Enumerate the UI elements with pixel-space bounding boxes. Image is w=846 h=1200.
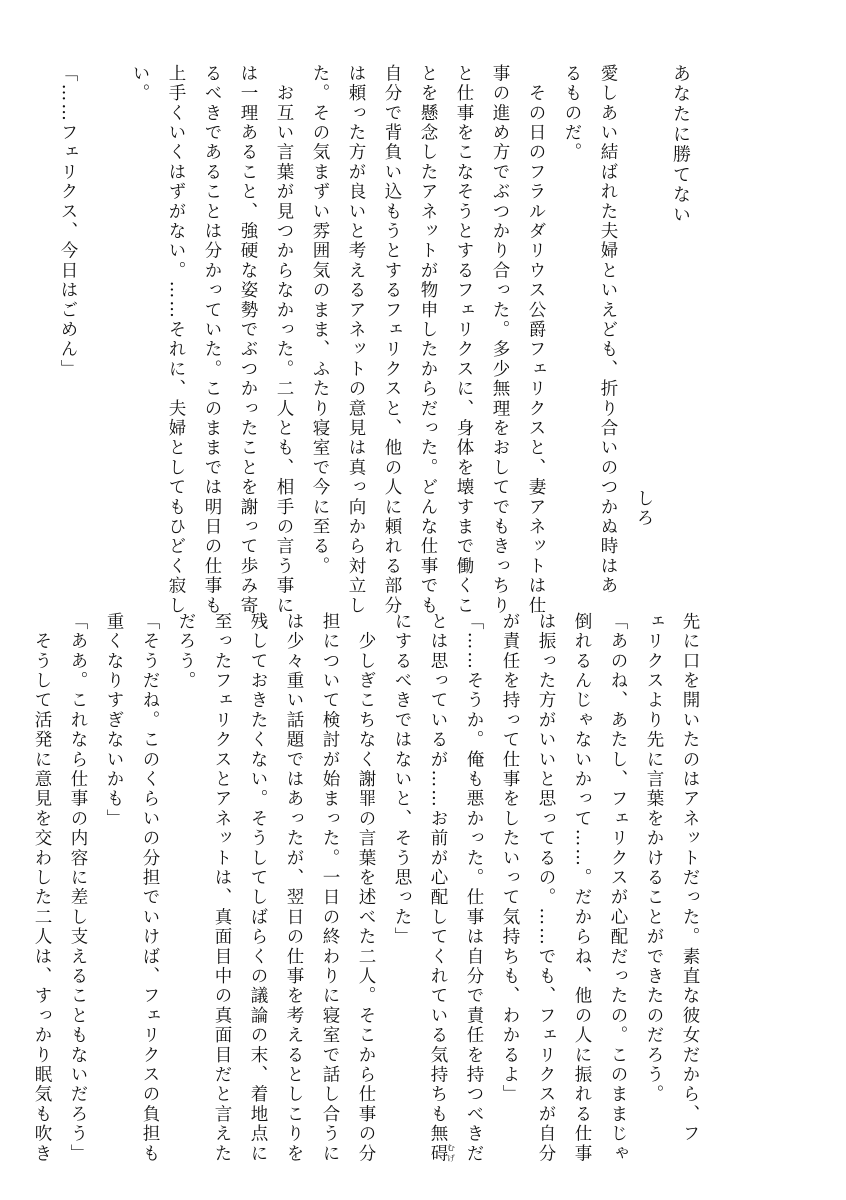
text-column: お互い言葉が見つからなかった。二人とも、相手の言う事に <box>274 64 294 616</box>
text-column: 「……そうか。俺も悪かった。仕事は自分で責任を持つべきだ <box>464 612 484 1164</box>
text-column: 「……フェリクス、今日はごめん」 <box>58 64 78 380</box>
ruby-base: 碍 <box>428 1143 448 1164</box>
text-column: と仕事をこなそうとするフェリクスに、身体を壊すまで働くこ <box>454 64 474 616</box>
ruby-reading-prev: む <box>446 1143 456 1154</box>
text-column: は一理あること、強硬な姿勢でぶつかったことを謝って歩み寄 <box>238 64 258 616</box>
ruby-reading <box>447 1144 456 1164</box>
text-column: 先に口を開いたのはアネットだった。素直な彼女だから、フ <box>680 612 700 1144</box>
text-column: 残しておきたくない。そうしてしばらくの議論の末、着地点に <box>248 612 268 1164</box>
text-column: ェリクスより先に言葉をかけることができたのだろう。 <box>644 612 664 1105</box>
text-column: 倒れるんじゃないかって……。だからね、他の人に振れる仕事 <box>572 612 592 1164</box>
text-column: 至ったフェリクスとアネットは、真面目中の真面目だと言えた <box>212 612 232 1164</box>
text-fragment: とは思っているが……お前が心配してくれている気持ちも無 <box>428 612 448 1144</box>
text-column: は頼った方が良いと考えるアネットの意見は真っ向から対立し <box>346 64 366 616</box>
text-column-with-ruby <box>420 612 456 1164</box>
text-column: 愛しあい結ばれた夫婦といえども、折り合いのつかぬ時はあ <box>598 64 618 596</box>
text-column: が責任を持って仕事をしたいって気持ちも、わかるよ」 <box>500 612 520 1105</box>
text-column: るべきであることは分かっていた。このままでは明日の仕事も <box>202 64 222 616</box>
ruby-word <box>428 1143 456 1164</box>
author-name: しろ <box>634 489 654 529</box>
text-column: そうして活発に意見を交わした二人は、すっかり眠気も吹き <box>32 612 52 1164</box>
story-title: あなたに勝てない <box>670 64 691 226</box>
text-column: だろう。 <box>176 612 196 691</box>
text-column: 「そうだね。このくらいの分担でいけば、フェリクスの負担も <box>140 612 160 1164</box>
lower-text-block <box>32 612 780 1164</box>
text-column: 上手くいくはずがない。……それに、夫婦としてもひどく寂し <box>166 64 186 616</box>
text-column: その日のフラルダリウス公爵フェリクスと、妻アネットは仕 <box>526 64 546 616</box>
text-column: 重くなりすぎないかも」 <box>104 612 124 829</box>
text-column: た。その気まずい雰囲気のまま、ふたり寝室で今に至る。 <box>310 64 330 577</box>
text-column: 自分で背負い込もうとするフェリクスと、他の人に頼れる部分 <box>382 64 402 616</box>
text-column: 「ああ。これなら仕事の内容に差し支えることもないだろう」 <box>68 612 88 1164</box>
text-column: 「あのね、あたし、フェリクスが心配だったの。このままじゃ <box>608 612 628 1164</box>
ruby-reading-main: げ <box>446 1153 456 1164</box>
text-column: るものだ。 <box>562 64 582 163</box>
text-column: とを懸念したアネットが物申したからだった。どんな仕事でも <box>418 64 438 616</box>
text-column: 担について検討が始まった。一日の終わりに寝室で話し合うに <box>320 612 340 1164</box>
text-column: 少しぎこちなく謝罪の言葉を述べた二人。そこから仕事の分 <box>356 612 376 1164</box>
text-column: 事の進め方でぶつかり合った。多少無理をおしてでもきっちり <box>490 64 510 616</box>
blank-column <box>86 64 122 584</box>
text-column: は振った方がいいと思ってるの。……でも、フェリクスが自分 <box>536 612 556 1164</box>
text-column: い。 <box>130 64 150 104</box>
text-column: は少々重い話題ではあったが、翌日の仕事を考えるとしこりを <box>284 612 304 1164</box>
text-column: にするべきではないと、そう思った」 <box>392 612 412 947</box>
upper-text-block <box>58 64 770 616</box>
